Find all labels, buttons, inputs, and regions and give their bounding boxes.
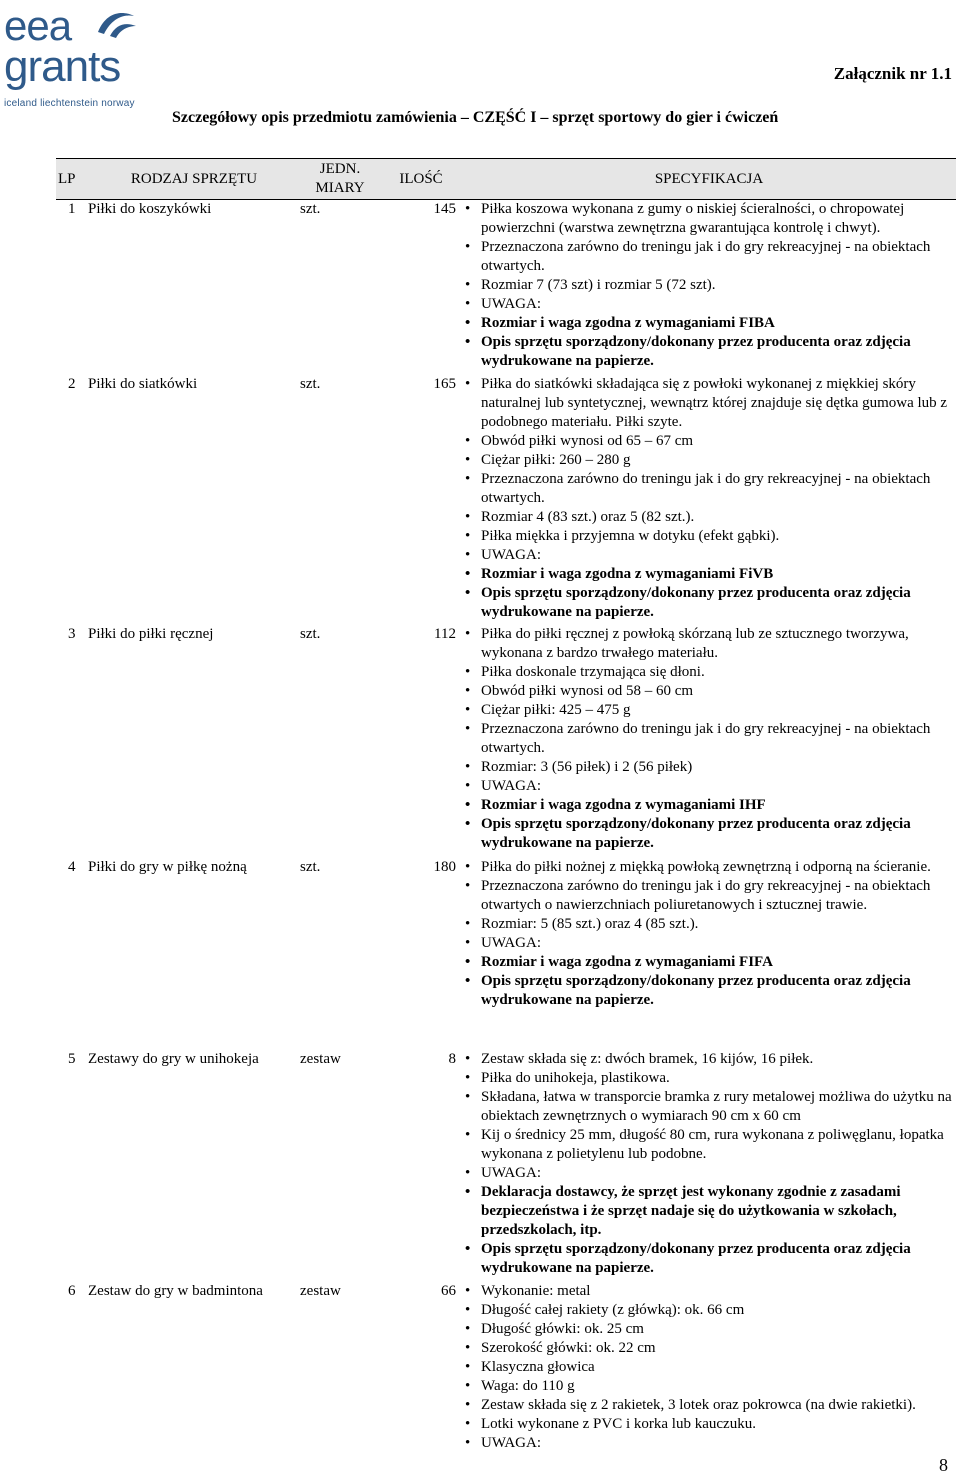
specification-item: • UWAGA: [462, 777, 956, 796]
specification-item: • Szerokość główki: ok. 22 cm [462, 1339, 956, 1358]
specification-cell [462, 375, 956, 625]
specification-item: • Rozmiar: 3 (56 piłek) i 2 (56 piłek) [462, 758, 956, 777]
specification-list [462, 625, 956, 853]
unit-cell: szt. [300, 859, 321, 875]
specification-item: • Rozmiar i waga zgodna z wymaganiami FIBA [462, 314, 956, 333]
specification-item: • Rozmiar 4 (83 szt.) oraz 5 (82 szt.). [462, 508, 956, 527]
specification-list [462, 858, 956, 1010]
equipment-type-cell: Piłki do koszykówki [88, 201, 212, 217]
specification-item: • Przeznaczona zarówno do treningu jak i do gry rekreacyjnej - na obiektach otwartych o nawierzchniach poliuretanowych i sztucznej trawie. [462, 877, 956, 915]
specification-list [462, 200, 956, 371]
specification-item: • Rozmiar: 5 (85 szt.) oraz 4 (85 szt.). [462, 915, 956, 934]
specification-item: • Piłka doskonale trzymająca się dłoni. [462, 663, 956, 682]
page-subtitle: Szczegółowy opis przedmiotu zamówienia – CZĘŚĆ I – sprzęt sportowy do gier i ćwiczeń [172, 109, 779, 126]
specification-list [462, 1282, 956, 1453]
specification-item: • Opis sprzętu sporządzony/dokonany przez producenta oraz zdjęcia wydrukowane na papierze. [462, 584, 956, 622]
specification-item: • Opis sprzętu sporządzony/dokonany przez producenta oraz zdjęcia wydrukowane na papierze. [462, 972, 956, 1010]
specification-cell [462, 200, 956, 376]
specification-item: • Zestaw składa się z 2 rakietek, 3 lotek oraz pokrowca (na dwie rakietki). [462, 1396, 956, 1415]
specification-list [462, 375, 956, 622]
row-number-cell: 1 [68, 201, 76, 217]
column-header-quantity: ILOŚĆ [380, 159, 462, 200]
equipment-type-cell: Piłki do piłki ręcznej [88, 626, 214, 642]
logo-mark-icon [92, 6, 140, 40]
specification-item: • Przeznaczona zarówno do treningu jak i do gry rekreacyjnej - na obiektach otwartych. [462, 238, 956, 276]
specification-item: • Rozmiar 7 (73 szt) i rozmiar 5 (72 szt). [462, 276, 956, 295]
specification-item: • Ciężar piłki: 425 – 475 g [462, 701, 956, 720]
row-number-cell: 2 [68, 376, 76, 392]
table-row [56, 1050, 956, 1282]
specification-item: • Długość główki: ok. 25 cm [462, 1320, 956, 1339]
equipment-type-cell: Zestawy do gry w unihokeja [88, 1051, 259, 1067]
specification-list [462, 1050, 956, 1278]
table-row [56, 375, 956, 625]
equipment-type-cell: Piłki do gry w piłkę nożną [88, 859, 247, 875]
column-header-specification: SPECYFIKACJA [462, 159, 956, 200]
specification-item: • Opis sprzętu sporządzony/dokonany przez producenta oraz zdjęcia wydrukowane na papierze. [462, 815, 956, 853]
specification-item: • Waga: do 110 g [462, 1377, 956, 1396]
specification-item: • Deklaracja dostawcy, że sprzęt jest wykonany zgodnie z zasadami bezpieczeństwa i że sprzęt nadaje się do użytkowania w szkołach, przedszkolach, itp. [462, 1183, 956, 1240]
specification-item: • Piłka koszowa wykonana z gumy o niskiej ścieralności, o chropowatej powierzchni (warstwa zewnętrzna gwarantująca kontrolę i chwyt). [462, 200, 956, 238]
specification-item: • Długość całej rakiety (z główką): ok. 66 cm [462, 1301, 956, 1320]
specification-item: • Rozmiar i waga zgodna z wymaganiami FIFA [462, 953, 956, 972]
row-number-cell: 6 [68, 1283, 76, 1299]
logo-countries-text: iceland liechtenstein norway [4, 98, 135, 109]
specification-item: • Obwód piłki wynosi od 65 – 67 cm [462, 432, 956, 451]
specification-item: • Opis sprzętu sporządzony/dokonany przez producenta oraz zdjęcia wydrukowane na papierze. [462, 333, 956, 371]
specification-item: • Składana, łatwa w transporcie bramka z rury metalowej możliwa do użytku na obiektach zewnętrznych o wymiarach 90 cm x 60 cm [462, 1088, 956, 1126]
page-number: 8 [939, 1455, 948, 1475]
quantity-cell: 165 [433, 376, 456, 392]
specification-item: • Piłka do siatkówki składająca się z powłoki wykonanej z miękkiej skóry naturalnej lub syntetycznej, wewnątrz której znajduje się dętka gumowa lub z podobnego materiału. Piłki szyte. [462, 375, 956, 432]
specification-item: • UWAGA: [462, 934, 956, 953]
specification-item: • Piłka do piłki nożnej z miękką powłoką zewnętrzną i odporną na ścieranie. [462, 858, 956, 877]
logo-grants-text: grants [4, 42, 121, 91]
unit-cell: szt. [300, 376, 321, 392]
specification-item: • Rozmiar i waga zgodna z wymaganiami IHF [462, 796, 956, 815]
specification-item: • Piłka do unihokeja, plastikowa. [462, 1069, 956, 1088]
quantity-cell: 180 [433, 859, 456, 875]
specification-item: • Kij o średnicy 25 mm, długość 80 cm, rura wykonana z poliwęglanu, łopatka wykonana z polietylenu lub podobne. [462, 1126, 956, 1164]
table-header-row [56, 159, 956, 200]
specification-item: • Opis sprzętu sporządzony/dokonany przez producenta oraz zdjęcia wydrukowane na papierze. [462, 1240, 956, 1278]
row-number-cell: 4 [68, 859, 76, 875]
specification-item: • UWAGA: [462, 546, 956, 565]
table-row [56, 858, 956, 1050]
specification-item: • Obwód piłki wynosi od 58 – 60 cm [462, 682, 956, 701]
column-header-lp: LP [56, 159, 88, 200]
specification-item: • UWAGA: [462, 1434, 956, 1453]
quantity-cell: 145 [433, 201, 456, 217]
attachment-label: Załącznik nr 1.1 [833, 64, 952, 83]
specification-item: • Rozmiar i waga zgodna z wymaganiami FiVB [462, 565, 956, 584]
specification-item: • Lotki wykonane z PVC i korka lub kauczuku. [462, 1415, 956, 1434]
specification-item: • UWAGA: [462, 1164, 956, 1183]
table-row [56, 200, 956, 376]
equipment-type-cell: Piłki do siatkówki [88, 376, 198, 392]
row-number-cell: 3 [68, 626, 76, 642]
unit-cell: zestaw [300, 1051, 341, 1067]
eea-grants-logo [0, 0, 150, 120]
specification-item: • Wykonanie: metal [462, 1282, 956, 1301]
specification-table [56, 158, 956, 1472]
unit-cell: zestaw [300, 1283, 341, 1299]
table-row [56, 625, 956, 858]
quantity-cell: 112 [434, 626, 456, 642]
specification-item: • Przeznaczona zarówno do treningu jak i do gry rekreacyjnej - na obiektach otwartych. [462, 720, 956, 758]
row-number-cell: 5 [68, 1051, 76, 1067]
specification-item: • Przeznaczona zarówno do treningu jak i do gry rekreacyjnej - na obiektach otwartych. [462, 470, 956, 508]
table-row [56, 1282, 956, 1472]
quantity-cell: 8 [448, 1051, 456, 1067]
column-header-type: RODZAJ SPRZĘTU [88, 159, 300, 200]
specification-item: • Ciężar piłki: 260 – 280 g [462, 451, 956, 470]
specification-cell [462, 1050, 956, 1282]
column-header-unit: JEDN. MIARY [300, 159, 380, 200]
specification-cell [462, 858, 956, 1050]
unit-cell: szt. [300, 201, 321, 217]
quantity-cell: 66 [441, 1283, 456, 1299]
specification-item: • UWAGA: [462, 295, 956, 314]
specification-item: • Zestaw składa się z: dwóch bramek, 16 kijów, 16 piłek. [462, 1050, 956, 1069]
specification-item: • Piłka do piłki ręcznej z powłoką skórzaną lub ze sztucznego tworzywa, wykonana z bardzo trwałego materiału. [462, 625, 956, 663]
specification-item: • Piłka miękka i przyjemna w dotyku (efekt gąbki). [462, 527, 956, 546]
unit-cell: szt. [300, 626, 321, 642]
specification-item: • Klasyczna głowica [462, 1358, 956, 1377]
specification-cell [462, 1282, 956, 1472]
equipment-type-cell: Zestaw do gry w badmintona [88, 1283, 263, 1299]
logo-eea-text: eea [4, 2, 72, 49]
specification-cell [462, 625, 956, 858]
